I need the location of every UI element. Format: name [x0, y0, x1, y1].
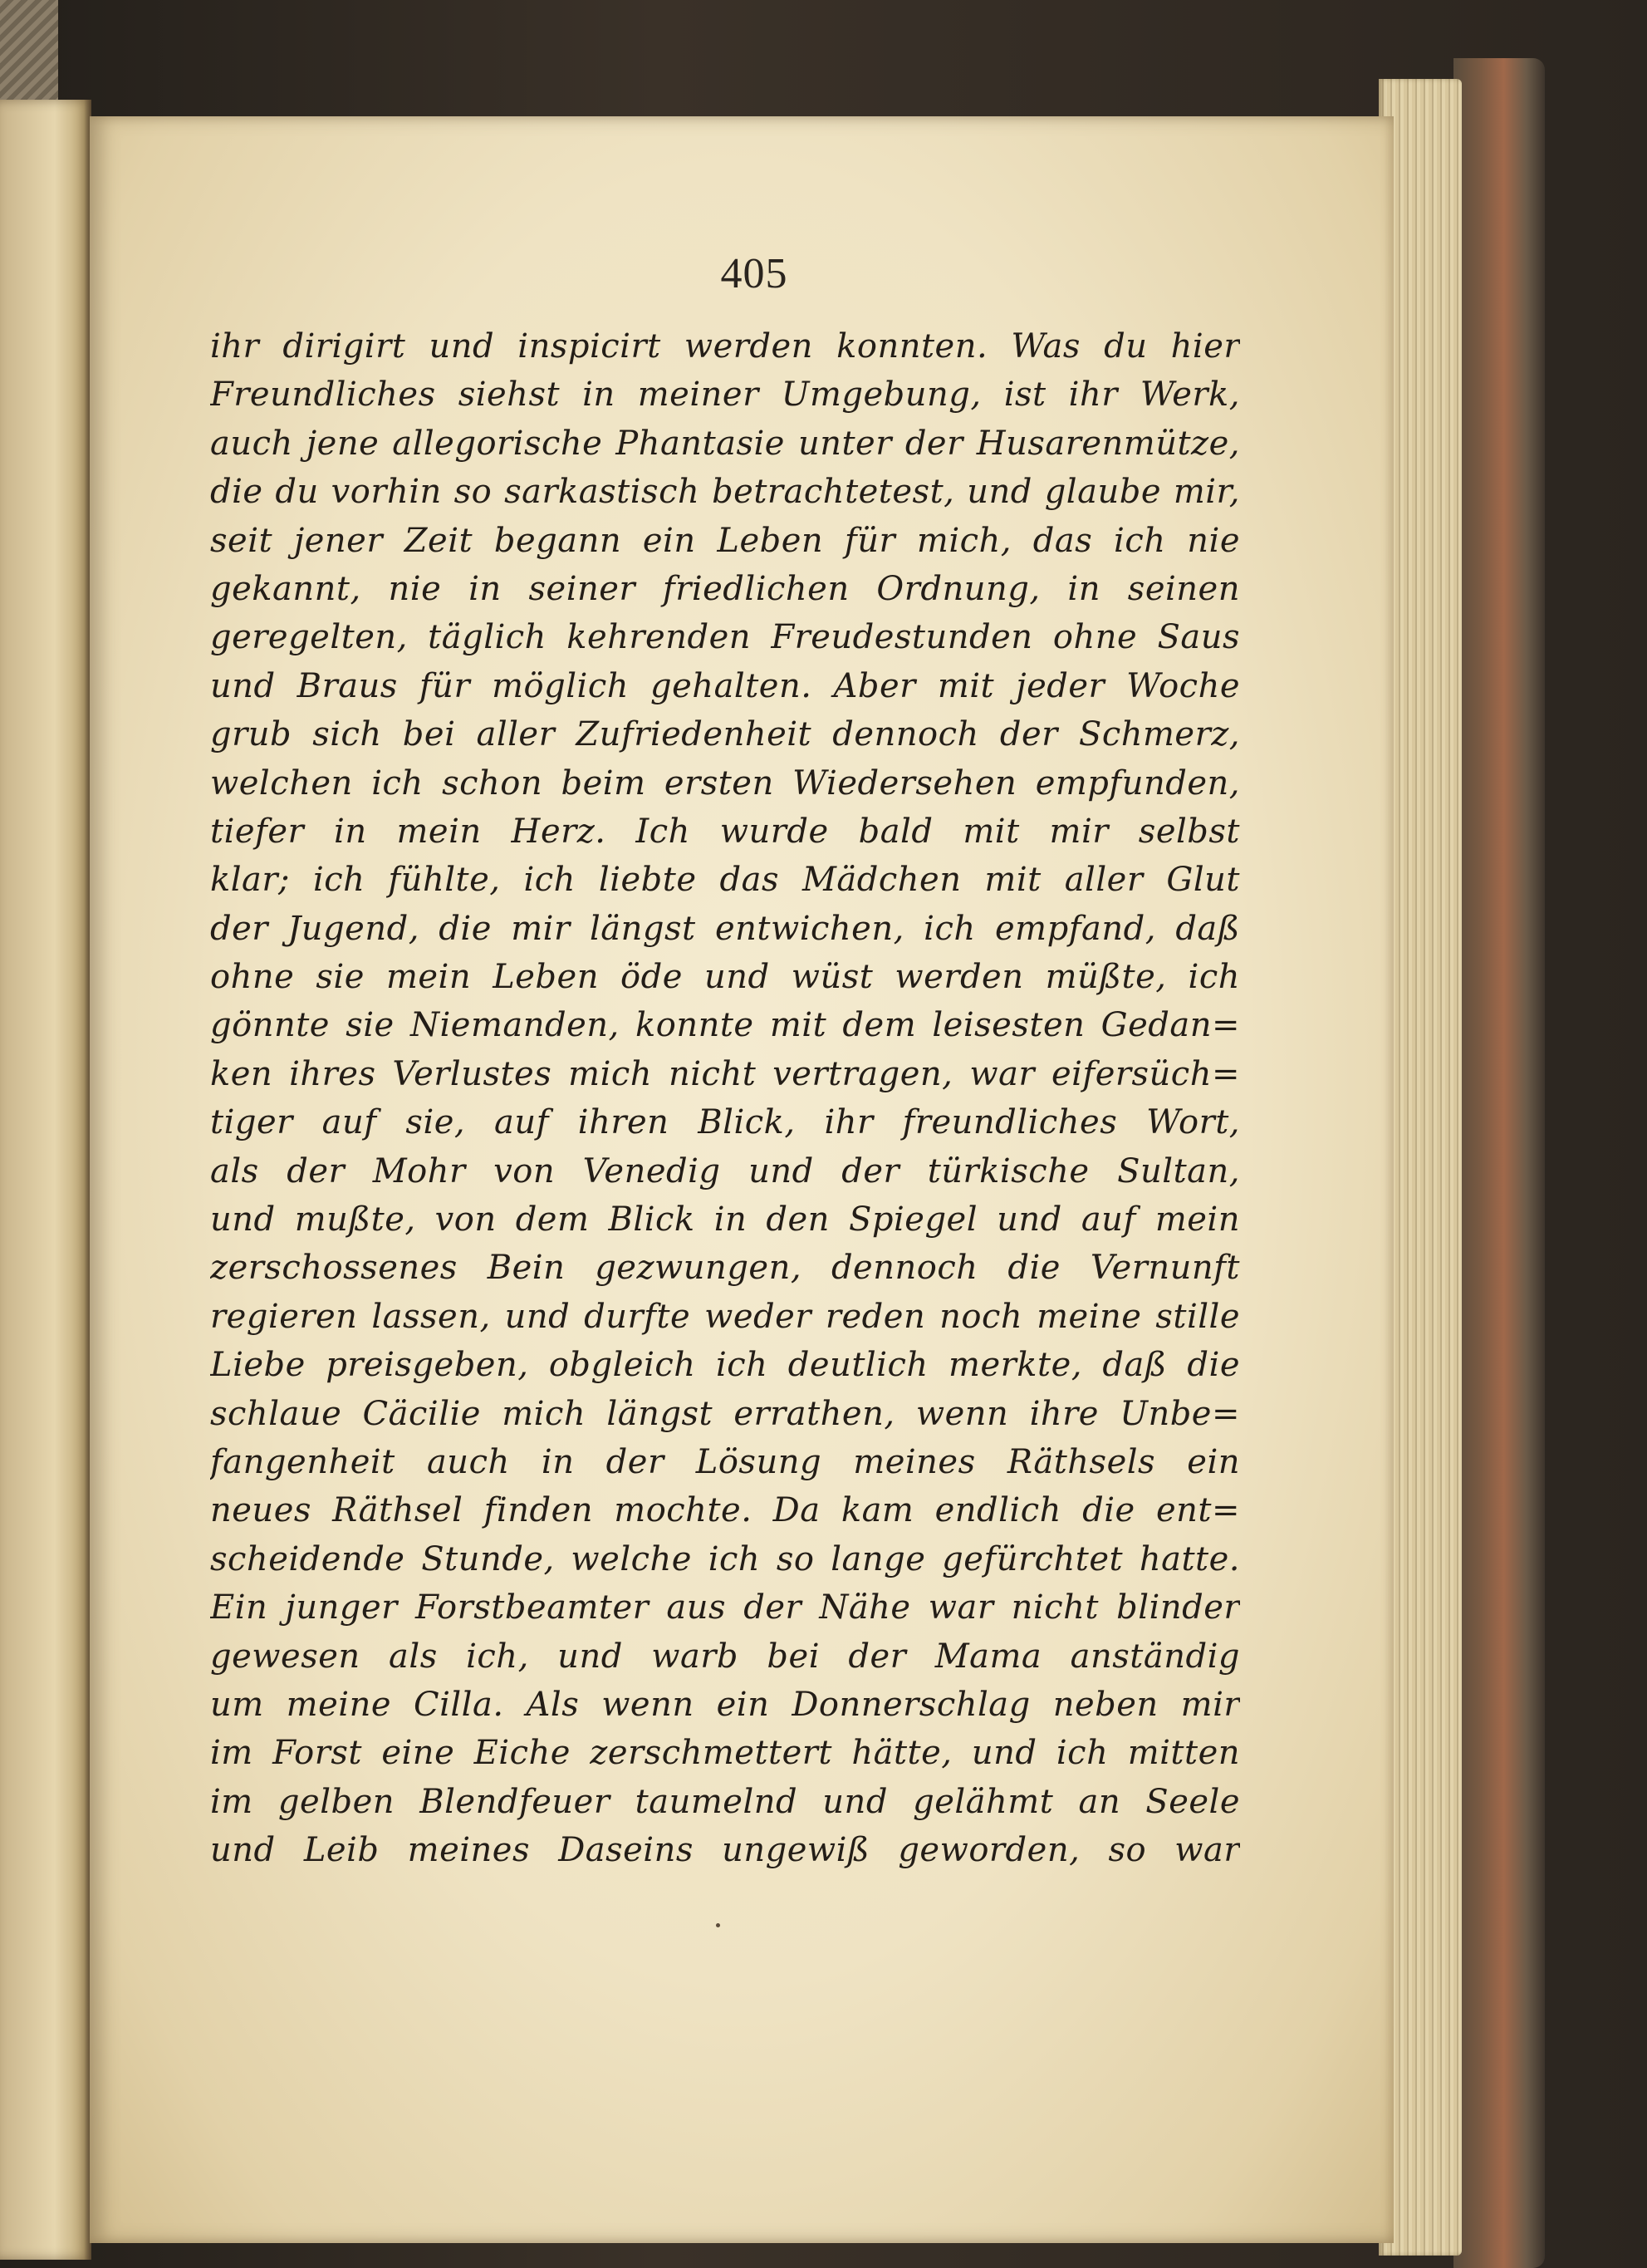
text-line: um meine Cilla. Als wenn ein Donnerschlag neben mir [210, 1685, 1240, 1724]
text-line: Freundliches siehst in meiner Umgebung, ist ihr Werk, [210, 376, 1240, 415]
text-line: im gelben Blendfeuer taumelnd und gelähmt an Seele [210, 1782, 1240, 1821]
text-line: die du vorhin so sarkastisch betrachtetest, und glaube mir, [210, 473, 1240, 512]
text-line: fangenheit auch in der Lösung meines Räthsels ein [210, 1442, 1240, 1481]
text-line: im Forst eine Eiche zerschmettert hätte, und ich mitten [210, 1734, 1240, 1773]
text-line: klar; ich fühlte, ich liebte das Mädchen mit aller Glut [210, 861, 1240, 900]
text-line: und Leib meines Daseins ungewiß geworden, so war [210, 1831, 1240, 1870]
text-line: regieren lassen, und durfte weder reden noch meine stille [210, 1297, 1240, 1336]
ink-speck [716, 1923, 720, 1927]
text-line: seit jener Zeit begann ein Leben für mich, das ich nie [210, 521, 1240, 560]
text-line: gewesen als ich, und warb bei der Mama anständig [210, 1637, 1240, 1676]
text-line: schlaue Cäcilie mich längst errathen, wenn ihre Unbe= [210, 1394, 1240, 1433]
book-page [90, 116, 1394, 2243]
text-line: gekannt, nie in seiner friedlichen Ordnung, in seinen [210, 569, 1240, 608]
text-line: neues Räthsel finden mochte. Da kam endlich die ent= [210, 1491, 1240, 1530]
text-line: als der Mohr von Venedig und der türkische Sultan, [210, 1151, 1240, 1190]
book-cover-edge [1453, 58, 1545, 2268]
text-line: grub sich bei aller Zufriedenheit dennoch der Schmerz, [210, 715, 1240, 754]
text-line: ihr dirigirt und inspicirt werden konnten. Was du hier [210, 327, 1240, 366]
text-line: welchen ich schon beim ersten Wiedersehen empfunden, [210, 763, 1240, 803]
text-line: Ein junger Forstbeamter aus der Nähe war nicht blinder [210, 1588, 1240, 1627]
left-page-edge [0, 100, 91, 2260]
text-line: scheidende Stunde, welche ich so lange gefürchtet hatte. [210, 1539, 1240, 1578]
text-line: Liebe preisgeben, obgleich ich deutlich merkte, daß die [210, 1346, 1240, 1385]
text-line: ken ihres Verlustes mich nicht vertragen, war eifersüch= [210, 1054, 1240, 1093]
binding-cloth-corner [0, 0, 58, 100]
text-line: und mußte, von dem Blick in den Spiegel und auf mein [210, 1200, 1240, 1240]
text-line: der Jugend, die mir längst entwichen, ich empfand, daß [210, 909, 1240, 948]
text-line: geregelten, täglich kehrenden Freudestunden ohne Saus [210, 618, 1240, 657]
text-line: tiefer in mein Herz. Ich wurde bald mit mir selbst [210, 812, 1240, 851]
text-line: tiger auf sie, auf ihren Blick, ihr freundliches Wort, [210, 1103, 1240, 1142]
text-line: zerschossenes Bein gezwungen, dennoch die Vernunft [210, 1249, 1240, 1288]
page-text [210, 322, 1240, 1875]
text-line: auch jene allegorische Phantasie unter der Husarenmütze, [210, 424, 1240, 463]
text-line: und Braus für möglich gehalten. Aber mit jeder Woche [210, 666, 1240, 705]
text-line: ohne sie mein Leben öde und wüst werden müßte, ich [210, 958, 1240, 997]
page-number: 405 [720, 250, 788, 297]
text-line: gönnte sie Niemanden, konnte mit dem leisesten Gedan= [210, 1006, 1240, 1045]
